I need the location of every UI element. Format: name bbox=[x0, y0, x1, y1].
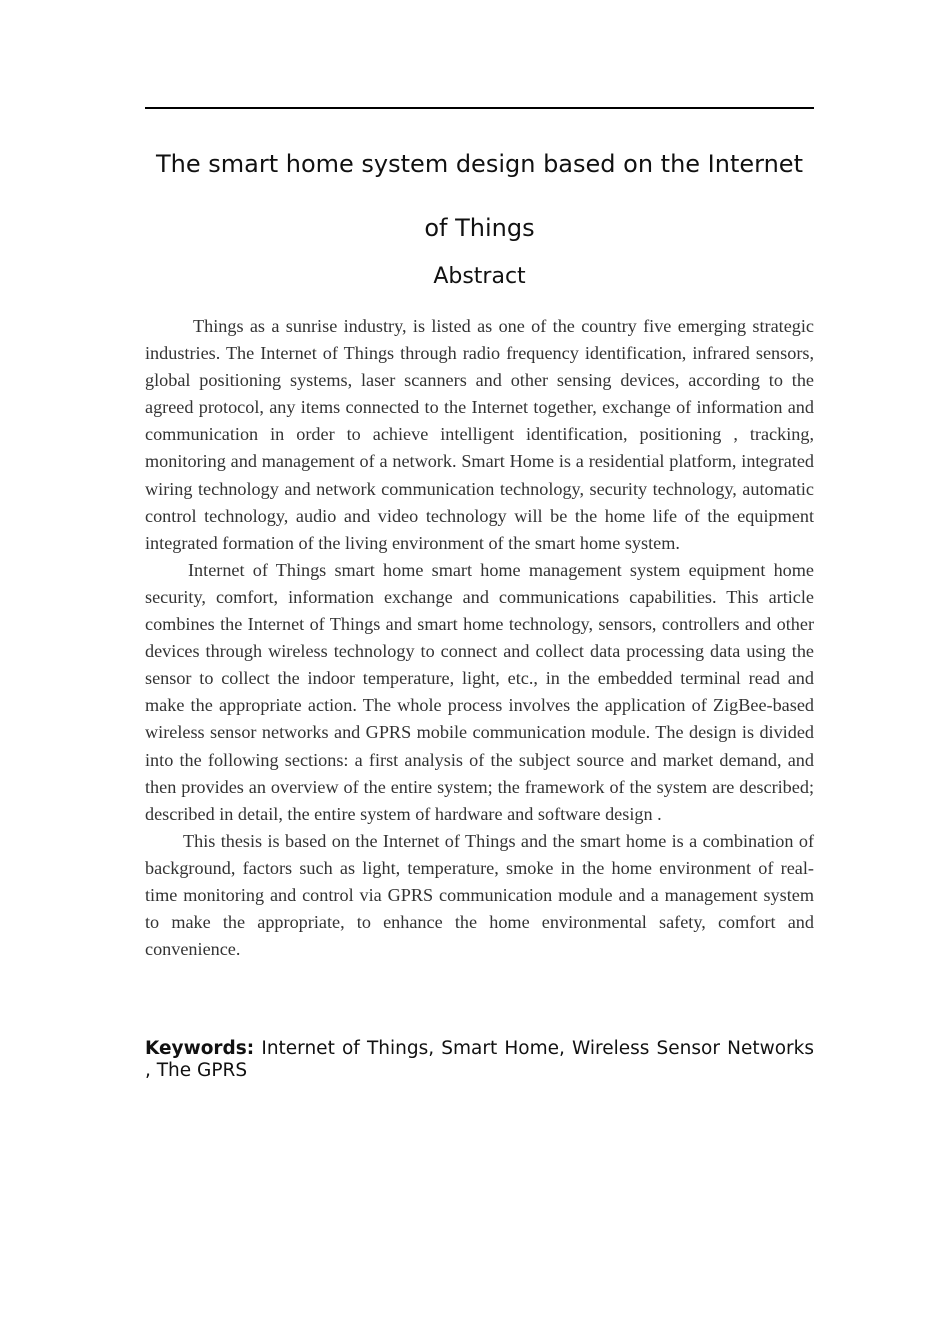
abstract-paragraph-2: Internet of Things smart home smart home management system equipment home security, comfort, information exchange and communications capabilities. This article combines the Internet of Things and smart home technology, sensors, controllers and other devices through wireless technology to connect and collect data processing data using the sensor to collect the indoor temperature, light, etc., in the embedded terminal read and make the appropriate action. The whole process involves the application of ZigBee-based wireless sensor networks and GPRS mobile communication module. The design is divided into the following sections: a first analysis of the subject source and market demand, and then provides an overview of the entire system; the framework of the system are described; described in detail, the entire system of hardware and software design . bbox=[145, 559, 814, 824]
abstract-body bbox=[145, 313, 814, 963]
keywords-label: Keywords: bbox=[145, 1038, 255, 1059]
keywords-text: Internet of Things, Smart Home, Wireless Sensor Networks , The GPRS bbox=[145, 1038, 814, 1081]
keywords bbox=[145, 1038, 814, 1082]
paper-title: The smart home system design based on the Internet of Things bbox=[156, 150, 803, 242]
abstract-heading: Abstract bbox=[433, 264, 526, 289]
abstract-paragraph-3: This thesis is based on the Internet of Things and the smart home is a combination of background, factors such as light, temperature, smoke in the home environment of real-time monitoring and control via GPRS communication module and a management system to make the appropriate, to enhance the home environmental safety, comfort and convenience. bbox=[145, 830, 814, 960]
header-rule bbox=[145, 107, 814, 109]
abstract-paragraph-1: Things as a sunrise industry, is listed as one of the country five emerging strategic industries. The Internet of Things through radio frequency identification, infrared sensors, global positioning systems, laser scanners and other sensing devices, according to the agreed protocol, any items connected to the Internet together, exchange of information and communication in order to achieve intelligent identification, positioning , tracking, monitoring and management of a network. Smart Home is a residential platform, integrated wiring technology and network communication technology, security technology, automatic control technology, audio and video technology will be the home life of the equipment integrated formation of the living environment of the smart home system. bbox=[145, 316, 814, 553]
